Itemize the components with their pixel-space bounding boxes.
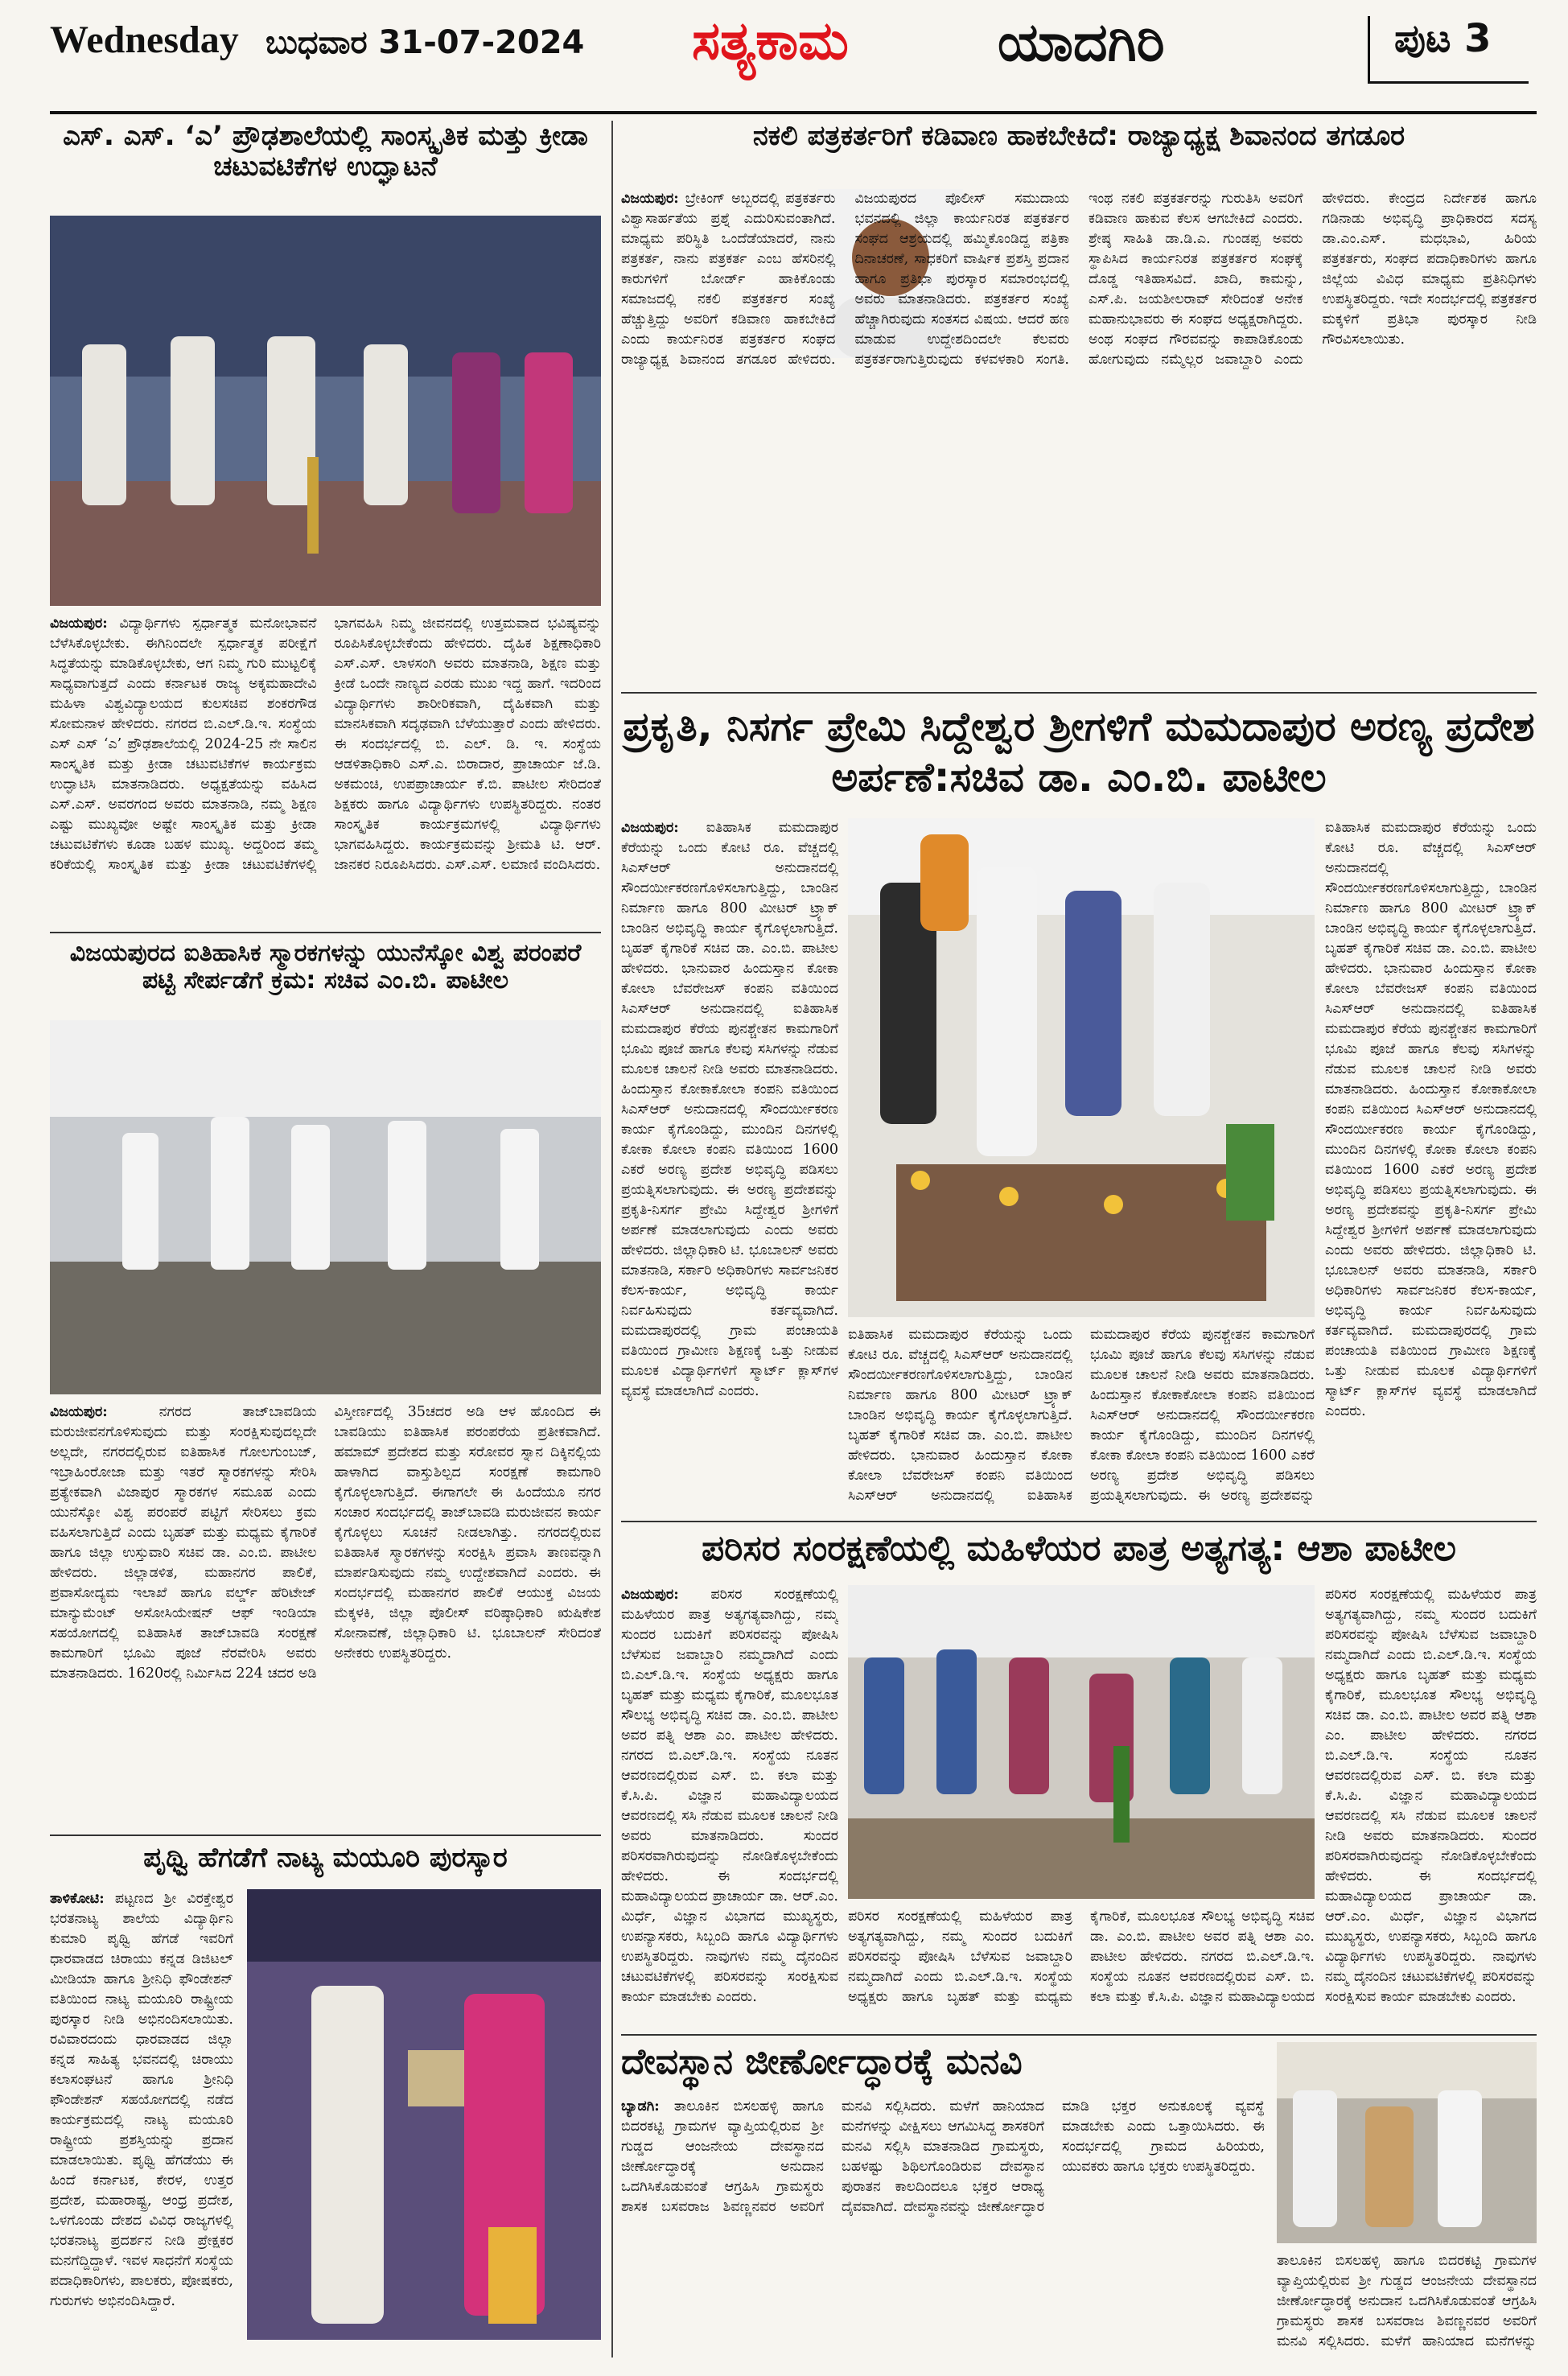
sapling-planting-photo: [848, 1585, 1315, 1899]
masthead-rule: [50, 111, 1537, 114]
headline: ನಕಲಿ ಪತ್ರಕರ್ತರಿಗೆ ಕಡಿವಾಣ ಹಾಕಬೇಕಿದೆ: ರಾಜ್ಯಾಧ್ಯಕ್ಷ ಶಿವಾನಂದ ತಗಡೂರ: [752, 120, 1405, 152]
article-body-left: [621, 818, 838, 1510]
column-separator: [611, 121, 613, 2357]
headline: ಪರಿಸರ ಸಂರಕ್ಷಣೆಯಲ್ಲಿ ಮಹಿಳೆಯರ ಪಾತ್ರ ಅತ್ಯಗತ್ಯ: ಆಶಾ ಪಾಟೀಲ: [701, 1528, 1457, 1569]
school-event-photo: [50, 216, 601, 606]
article-body-right: [1325, 818, 1537, 1510]
section-divider: [621, 692, 1537, 694]
article-body: [50, 1889, 233, 2356]
body-text: ತಾಲೂಕಿನ ಬಿಸಲಹಳ್ಳಿ ಹಾಗೂ ಬಿದರಕಟ್ಟಿ ಗ್ರಾಮಗಳ ವ್ಯಾಪ್ತಿಯಲ್ಲಿರುವ ಶ್ರೀ ಗುಡ್ಡದ ಆಂಜನೇಯ ದೇವಸ್ಥಾನದ ಜೀರ್ಣೋದ್ಧಾರಕ್ಕೆ ಅನುದಾನ ಒದಗಿಸಿಕೊಡುವಂತೆ ಆಗ್ರಹಿಸಿ ಗ್ರಾಮಸ್ಥರು ಶಾಸಕ ಬಸವರಾಜ ಶಿವಣ್ಣನವರ ಅವರಿಗೆ ಮನವಿ ಸಲ್ಲಿಸಿದರು. ಮಳೆಗೆ ಹಾನಿಯಾದ ಮನೆಗಳನ್ನು: [1277, 2253, 1537, 2349]
heritage-site-photo: [50, 1020, 601, 1394]
byline: ವಿಜಯಪುರ:: [50, 1404, 108, 1420]
masthead-page-number: ಪುಟ 3: [1368, 16, 1529, 84]
article-body: [621, 189, 1537, 676]
tree-planting-photo: [848, 818, 1315, 1317]
byline: ವಿಜಯಪುರ:: [621, 820, 679, 836]
article-forest: [621, 702, 1537, 1514]
article-journalist: [621, 121, 1537, 684]
byline: ವಿಜಯಪುರ:: [621, 1587, 679, 1603]
section-divider: [50, 1835, 601, 1836]
body-text: ಪರಿಸರ ಸಂರಕ್ಷಣೆಯಲ್ಲಿ ಮಹಿಳೆಯರ ಪಾತ್ರ ಅತ್ಯಗತ್ಯವಾಗಿದ್ದು, ನಮ್ಮ ಸುಂದರ ಬದುಕಿಗೆ ಪರಿಸರವನ್ನು ಪೋಷಿಸಿ ಬೆಳೆಸುವ ಜವಾಬ್ದಾರಿ ನಮ್ಮದಾಗಿದೆ ಎಂದು ಬಿ.ಎಲ್.ಡಿ.ಇ. ಸಂಸ್ಥೆಯ ಅಧ್ಯಕ್ಷರು ಹಾಗೂ ಬೃಹತ್ ಮತ್ತು ಮಧ್ಯಮ ಕೈಗಾರಿಕೆ, ಮೂಲಭೂತ ಸೌಲಭ್ಯ ಅಭಿವೃದ್ಧಿ ಸಚಿವ ಡಾ. ಎಂ.ಬಿ. ಪಾಟೀಲ ಅವರ ಪತ್ನಿ ಆಶಾ ಎಂ. ಪಾಟೀಲ ಹೇಳಿದರು. ನಗರದ ಬಿ.ಎಲ್.ಡಿ.ಇ. ಸಂಸ್ಥೆಯ ನೂತನ ಆವರಣದಲ್ಲಿರುವ ಎಸ್. ಬಿ. ಕಲಾ ಮತ್ತು ಕೆ.ಸಿ.ಪಿ. ವಿಜ್ಞಾನ ಮಹಾವಿದ್ಯಾಲಯದ ಆವರಣದಲ್ಲಿ ಸಸಿ ನೆಡುವ ಮೂಲಕ ಚಾಲನೆ ನೀಡಿ ಅವರು ಮಾತನಾಡಿದರು. ಸುಂದರ ಪರಿಸರವಾಗಿರುವುದನ್ನು ನೋಡಿಕೊಳ್ಳಬೇಕೆಂದು ಹೇಳಿದರು. ಈ ಸಂದರ್ಭದಲ್ಲಿ ಮಹಾವಿದ್ಯಾಲಯದ ಪ್ರಾಚಾರ್ಯ ಡಾ. ಆರ್.ಎಂ. ಮಿರ್ಧೆ, ವಿಜ್ಞಾನ ವಿಭಾಗದ ಮುಖ್ಯಸ್ಥರು, ಉಪನ್ಯಾಸಕರು, ಸಿಬ್ಬಂದಿ ಹಾಗೂ ವಿದ್ಯಾರ್ಥಿಗಳು ಉಪಸ್ಥಿತರಿದ್ದರು. ನಾವುಗಳು ನಮ್ಮ ದೈನಂದಿನ ಚಟುವಟಿಕೆಗಳಲ್ಲಿ ಪರಿಸರವನ್ನು ಸಂರಕ್ಷಿಸುವ ಕಾರ್ಯ ಮಾಡಬೇಕು ಎಂದರು.: [1325, 1587, 1537, 2005]
award-photo: [247, 1889, 601, 2340]
article-body-left: [621, 1585, 838, 2020]
body-text: ಪರಿಸರ ಸಂರಕ್ಷಣೆಯಲ್ಲಿ ಮಹಿಳೆಯರ ಪಾತ್ರ ಅತ್ಯಗತ್ಯವಾಗಿದ್ದು, ನಮ್ಮ ಸುಂದರ ಬದುಕಿಗೆ ಪರಿಸರವನ್ನು ಪೋಷಿಸಿ ಬೆಳೆಸುವ ಜವಾಬ್ದಾರಿ ನಮ್ಮದಾಗಿದೆ ಎಂದು ಬಿ.ಎಲ್.ಡಿ.ಇ. ಸಂಸ್ಥೆಯ ಅಧ್ಯಕ್ಷರು ಹಾಗೂ ಬೃಹತ್ ಮತ್ತು ಮಧ್ಯಮ ಕೈಗಾರಿಕೆ, ಮೂಲಭೂತ ಸೌಲಭ್ಯ ಅಭಿವೃದ್ಧಿ ಸಚಿವ ಡಾ. ಎಂ.ಬಿ. ಪಾಟೀಲ ಅವರ ಪತ್ನಿ ಆಶಾ ಎಂ. ಪಾಟೀಲ ಹೇಳಿದರು. ನಗರದ ಬಿ.ಎಲ್.ಡಿ.ಇ. ಸಂಸ್ಥೆಯ ನೂತನ ಆವರಣದಲ್ಲಿರುವ ಎಸ್. ಬಿ. ಕಲಾ ಮತ್ತು ಕೆ.ಸಿ.ಪಿ. ವಿಜ್ಞಾನ ಮಹಾವಿದ್ಯಾಲಯದ ಆವರಣದಲ್ಲಿ ಸಸಿ ನೆಡುವ ಮೂಲಕ ಚಾಲನೆ ನೀಡಿ ಅವರು ಮಾತನಾಡಿದರು. ಸುಂದರ ಪರಿಸರವಾಗಿರುವುದನ್ನು ನೋಡಿಕೊಳ್ಳಬೇಕೆಂದು ಹೇಳಿದರು. ಈ ಸಂದರ್ಭದಲ್ಲಿ ಮಹಾವಿದ್ಯಾಲಯದ ಪ್ರಾಚಾರ್ಯ ಡಾ. ಆರ್.ಎಂ. ಮಿರ್ಧೆ, ವಿಜ್ಞಾನ ವಿಭಾಗದ ಮುಖ್ಯಸ್ಥರು, ಉಪನ್ಯಾಸಕರು, ಸಿಬ್ಬಂದಿ ಹಾಗೂ ವಿದ್ಯಾರ್ಥಿಗಳು ಉಪಸ್ಥಿತರಿದ್ದರು. ನಾವುಗಳು ನಮ್ಮ ದೈನಂದಿನ ಚಟುವಟಿಕೆಗಳಲ್ಲಿ ಪರಿಸರವನ್ನು ಸಂರಕ್ಷಿಸುವ ಕಾರ್ಯ ಮಾಡಬೇಕು ಎಂದರು.: [621, 1587, 838, 2005]
article-body-bottom: [848, 1907, 1315, 2020]
headline: ದೇವಸ್ಥಾನ ಜೀರ್ಣೋದ್ಧಾರಕ್ಕೆ ಮನವಿ: [621, 2041, 1023, 2082]
headline: ವಿಜಯಪುರದ ಐತಿಹಾಸಿಕ ಸ್ಮಾರಕಗಳನ್ನು ಯುನೆಸ್ಕೋ ವಿಶ್ವ ಪರಂಪರೆ ಪಟ್ಟಿ ಸೇರ್ಪಡೆಗೆ ಕ್ರಮ: ಸಚಿವ ಎಂ.ಬಿ. ಪಾಟೀಲ: [69, 939, 582, 994]
byline: ವಿಜಯಪುರ:: [621, 191, 679, 207]
body-text: ಬ್ರೇಕಿಂಗ್ ಅಬ್ಬರದಲ್ಲಿ ಪತ್ರಕರ್ತರು ವಿಶ್ವಾಸಾರ್ಹತೆಯ ಪ್ರಶ್ನೆ ಎದುರಿಸುವಂತಾಗಿದೆ. ಮಾಧ್ಯಮ ಪರಿಸ್ಥಿತಿ ಒಂದೆಡೆಯಾದರೆ, ನಾನು ಪತ್ರಕರ್ತ, ನಾನು ಪತ್ರಕರ್ತ ಎಂಬ ಹೆಸರಿನಲ್ಲಿ ಕಾರುಗಳಿಗೆ ಬೋರ್ಡ್ ಹಾಕಿಕೊಂಡು ಸಮಾಜದಲ್ಲಿ ನಕಲಿ ಪತ್ರಕರ್ತರ ಸಂಖ್ಯೆ ಹೆಚ್ಚುತ್ತಿದ್ದು ಅವರಿಗೆ ಕಡಿವಾಣ ಹಾಕಬೇಕಿದೆ ಎಂದು ಕಾರ್ಯನಿರತ ಪತ್ರಕರ್ತರ ಸಂಘದ ರಾಜ್ಯಾಧ್ಯಕ್ಷ ಶಿವಾನಂದ ತಗಡೂರ ಹೇಳಿದರು. ವಿಜಯಪುರದ ಪೊಲೀಸ್ ಸಮುದಾಯ ಭವನದಲ್ಲಿ ಜಿಲ್ಲಾ ಕಾರ್ಯನಿರತ ಪತ್ರಕರ್ತರ ಸಂಘದ ಆಶ್ರಯದಲ್ಲಿ ಹಮ್ಮಿಕೊಂಡಿದ್ದ ಪತ್ರಿಕಾ ದಿನಾಚರಣೆ, ಸಾಧಕರಿಗೆ ವಾರ್ಷಿಕ ಪ್ರಶಸ್ತಿ ಪ್ರದಾನ ಹಾಗೂ ಪ್ರತಿಭಾ ಪುರಸ್ಕಾರ ಸಮಾರಂಭದಲ್ಲಿ ಅವರು ಮಾತನಾಡಿದರು. ಪತ್ರಕರ್ತರ ಸಂಖ್ಯೆ ಹೆಚ್ಚಾಗಿರುವುದು ಸಂತಸದ ವಿಷಯ. ಆದರೆ ಹಣ ಮಾಡುವ ಉದ್ದೇಶದಿಂದಲೇ ಕೆಲವರು ಪತ್ರಕರ್ತರಾಗುತ್ತಿರುವುದು ಕಳವಳಕಾರಿ ಸಂಗತಿ. ಇಂಥ ನಕಲಿ ಪತ್ರಕರ್ತರನ್ನು ಗುರುತಿಸಿ ಅವರಿಗೆ ಕಡಿವಾಣ ಹಾಕುವ ಕೆಲಸ ಆಗಬೇಕಿದೆ ಎಂದರು. ಶ್ರೇಷ್ಠ ಸಾಹಿತಿ ಡಾ.ಡಿ.ಎ. ಗುಂಡಪ್ಪ ಅವರು ಸ್ಥಾಪಿಸಿದ ಕಾರ್ಯನಿರತ ಪತ್ರಕರ್ತರ ಸಂಘಕ್ಕೆ ದೊಡ್ಡ ಇತಿಹಾಸವಿದೆ. ಖಾದಿ, ಕಾಮನ್ನು, ಎಸ್.ಪಿ. ಜಯಶೀಲರಾವ್ ಸೇರಿದಂತೆ ಅನೇಕ ಮಹಾನುಭಾವರು ಈ ಸಂಘದ ಅಧ್ಯಕ್ಷರಾಗಿದ್ದರು. ಅಂಥ ಸಂಘದ ಗೌರವವನ್ನು ಕಾಪಾಡಿಕೊಂಡು ಹೋಗುವುದು ನಮ್ಮೆಲ್ಲರ ಜವಾಬ್ದಾರಿ ಎಂದು ಹೇಳಿದರು. ಕೇಂದ್ರದ ನಿರ್ದೇಶಕ ಹಾಗೂ ಗಡಿನಾಡು ಅಭಿವೃದ್ಧಿ ಪ್ರಾಧಿಕಾರದ ಸದಸ್ಯ ಡಾ.ಎಂ.ಎಸ್. ಮಧಭಾವಿ, ಹಿರಿಯ ಪತ್ರಕರ್ತರು, ಸಂಘದ ಪದಾಧಿಕಾರಿಗಳು ಹಾಗೂ ಜಿಲ್ಲೆಯ ವಿವಿಧ ಮಾಧ್ಯಮ ಪ್ರತಿನಿಧಿಗಳು ಉಪಸ್ಥಿತರಿದ್ದರು. ಇದೇ ಸಂದರ್ಭದಲ್ಲಿ ಪತ್ರಕರ್ತರ ಮಕ್ಕಳಿಗೆ ಪ್ರತಿಭಾ ಪುರಸ್ಕಾರ ನೀಡಿ ಗೌರವಿಸಲಾಯಿತು.: [621, 191, 1537, 368]
masthead-day: Wednesday: [50, 19, 239, 61]
article-body: [50, 614, 601, 918]
article-dance: [50, 1843, 601, 2357]
body-text: ವಿದ್ಯಾರ್ಥಿಗಳು ಸ್ಪರ್ಧಾತ್ಮಕ ಮನೋಭಾವನೆ ಬೆಳೆಸಿಕೊಳ್ಳಬೇಕು. ಈಗಿನಿಂದಲೇ ಸ್ಪರ್ಧಾತ್ಮಕ ಪರೀಕ್ಷೆಗೆ ಸಿದ್ಧತೆಯನ್ನು ಮಾಡಿಕೊಳ್ಳಬೇಕು, ಆಗ ನಿಮ್ಮ ಗುರಿ ಮುಟ್ಟಲಿಕ್ಕೆ ಸಾಧ್ಯವಾಗುತ್ತದೆ ಎಂದು ಕರ್ನಾಟಕ ರಾಜ್ಯ ಅಕ್ಕಮಹಾದೇವಿ ಮಹಿಳಾ ವಿಶ್ವವಿದ್ಯಾಲಯದ ಕುಲಸಚಿವ ಶಂಕರಗೌಡ ಸೋಮನಾಳ ಹೇಳಿದರು. ನಗರದ ಬಿ.ಎಲ್.ಡಿ.ಇ. ಸಂಸ್ಥೆಯ ಎಸ್ ಎಸ್ ‘ಎ’ ಪ್ರೌಢಶಾಲೆಯಲ್ಲಿ 2024-25 ನೇ ಸಾಲಿನ ಸಾಂಸ್ಕೃತಿಕ ಮತ್ತು ಕ್ರೀಡಾ ಚಟುವಟಿಕೆಗಳ ಕಾರ್ಯಕ್ರಮ ಉದ್ಘಾಟಿಸಿ ಮಾತನಾಡಿದರು. ಅಧ್ಯಕ್ಷತೆಯನ್ನು ವಹಿಸಿದ ಎಸ್.ಎಸ್. ಅವರಗಂದ ಅವರು ಮಾತನಾಡಿ, ನಮ್ಮ ಶಿಕ್ಷಣ ಎಷ್ಟು ಮುಖ್ಯವೋ ಅಷ್ಟೇ ಸಾಂಸ್ಕೃತಿಕ ಮತ್ತು ಕ್ರೀಡಾ ಚಟುವಟಿಕೆಗಳು ಕೂಡಾ ಬಹಳ ಮುಖ್ಯ. ಅದ್ದರಿಂದ ತಮ್ಮ ಕರಿಕೆಯಲ್ಲಿ ಸಾಂಸ್ಕೃತಿಕ ಮತ್ತು ಕ್ರೀಡಾ ಚಟುವಟಿಕೆಗಳಲ್ಲಿ ಭಾಗವಹಿಸಿ ನಿಮ್ಮ ಜೀವನದಲ್ಲಿ ಉತ್ತಮವಾದ ಭವಿಷ್ಯವನ್ನು ರೂಪಿಸಿಕೊಳ್ಳಬೇಕೆಂದು ಹೇಳಿದರು. ದೈಹಿಕ ಶಿಕ್ಷಣಾಧಿಕಾರಿ ಎಸ್.ಎಸ್. ಲಾಳಸಂಗಿ ಅವರು ಮಾತನಾಡಿ, ಶಿಕ್ಷಣ ಮತ್ತು ಕ್ರೀಡೆ ಒಂದೇ ನಾಣ್ಯದ ಎರಡು ಮುಖ ಇದ್ದ ಹಾಗೆ. ಇದರಿಂದ ವಿದ್ಯಾರ್ಥಿಗಳು ಶಾರೀರಿಕವಾಗಿ, ದೈಹಿಕವಾಗಿ ಮತ್ತು ಮಾನಸಿಕವಾಗಿ ಸದೃಢವಾಗಿ ಬೆಳೆಯುತ್ತಾರೆ ಎಂದು ಹೇಳಿದರು. ಈ ಸಂದರ್ಭದಲ್ಲಿ ಬಿ. ಎಲ್. ಡಿ. ಇ. ಸಂಸ್ಥೆಯ ಆಡಳಿತಾಧಿಕಾರಿ ಎಸ್.ಎ. ಬಿರಾದಾರ, ಪ್ರಾಚಾರ್ಯ ಜೆ.ಡಿ. ಅಕಮಂಚಿ, ಉಪಪ್ರಾಚಾರ್ಯ ಕೆ.ಬಿ. ಪಾಟೀಲ ಸೇರಿದಂತೆ ಶಿಕ್ಷಕರು ಹಾಗೂ ವಿದ್ಯಾರ್ಥಿಗಳು ಉಪಸ್ಥಿತರಿದ್ದರು. ನಂತರ ಸಾಂಸ್ಕೃತಿಕ ಕಾರ್ಯಕ್ರಮಗಳಲ್ಲಿ ವಿದ್ಯಾರ್ಥಿಗಳು ಭಾಗವಹಿಸಿದ್ದರು. ಕಾರ್ಯಕ್ರಮವನ್ನು ಶ್ರೀಮತಿ ಟಿ. ಆರ್. ಜಾನಕರ ನಿರೂಪಿಸಿದರು. ಎಸ್.ಎಸ್. ಲಮಾಣಿ ವಂದಿಸಿದರು.: [50, 616, 601, 873]
article-body: [621, 2097, 1265, 2354]
body-text: ಐತಿಹಾಸಿಕ ಮಮದಾಪುರ ಕೆರೆಯನ್ನು ಒಂದು ಕೋಟಿ ರೂ. ವೆಚ್ಚದಲ್ಲಿ ಸಿಎಸ್‌ಆರ್ ಅನುದಾನದಲ್ಲಿ ಸೌಂದರ್ಯೀಕರಣಗೊಳಿಸಲಾಗುತ್ತಿದ್ದು, ಬಾಂಡಿನ ನಿರ್ಮಾಣ ಹಾಗೂ 800 ಮೀಟರ್ ಟ್ರ್ಯಾಕ್ ಬಾಂಡಿನ ಅಭಿವೃದ್ಧಿ ಕಾರ್ಯ ಕೈಗೊಳ್ಳಲಾಗುತ್ತಿದೆ. ಬೃಹತ್ ಕೈಗಾರಿಕೆ ಸಚಿವ ಡಾ. ಎಂ.ಬಿ. ಪಾಟೀಲ ಹೇಳಿದರು. ಭಾನುವಾರ ಹಿಂದುಸ್ತಾನ ಕೋಕಾ ಕೋಲಾ ಬೆವರೇಜಸ್ ಕಂಪನಿ ವತಿಯಿಂದ ಸಿಎಸ್‌ಆರ್ ಅನುದಾನದಲ್ಲಿ ಐತಿಹಾಸಿಕ ಮಮದಾಪುರ ಕೆರೆಯ ಪುನಶ್ಚೇತನ ಕಾಮಗಾರಿಗೆ ಭೂಮಿ ಪೂಜೆ ಹಾಗೂ ಕೆಲವು ಸಸಿಗಳನ್ನು ನೆಡುವ ಮೂಲಕ ಚಾಲನೆ ನೀಡಿ ಅವರು ಮಾತನಾಡಿದರು. ಹಿಂದುಸ್ತಾನ ಕೋಕಾಕೋಲಾ ಕಂಪನಿ ವತಿಯಿಂದ ಸಿಎಸ್‌ಆರ್ ಅನುದಾನದಲ್ಲಿ ಸೌಂದರ್ಯೀಕರಣ ಕಾರ್ಯ ಕೈಗೊಂಡಿದ್ದು, ಮುಂದಿನ ದಿನಗಳಲ್ಲಿ ಕೋಕಾ ಕೋಲಾ ಕಂಪನಿ ವತಿಯಿಂದ 1600 ಎಕರೆ ಅರಣ್ಯ ಪ್ರದೇಶ ಅಭಿವೃದ್ಧಿ ಪಡಿಸಲು ಪ್ರಯತ್ನಿಸಲಾಗುವುದು. ಈ ಅರಣ್ಯ ಪ್ರದೇಶವನ್ನು ಪ್ರಕೃತಿ-ನಿಸರ್ಗ ಪ್ರೇಮಿ ಸಿದ್ದೇಶ್ವರ ಶ್ರೀಗಳಿಗೆ ಅರ್ಪಣೆ ಮಾಡಲಾಗುವುದು ಎಂದು ಅವರು ಹೇಳಿದರು. ಜಿಲ್ಲಾಧಿಕಾರಿ ಟಿ. ಭೂಬಾಲನ್ ಅವರು ಮಾತನಾಡಿ, ಸರ್ಕಾರಿ ಅಧಿಕಾರಿಗಳು ಸಾರ್ವಜನಿಕರ ಕೆಲಸ-ಕಾರ್ಯ, ಅಭಿವೃದ್ಧಿ ಕಾರ್ಯ ನಿರ್ವಹಿಸುವುದು ಕರ್ತವ್ಯವಾಗಿದೆ. ಮಮದಾಪುರದಲ್ಲಿ ಗ್ರಾಮ ಪಂಚಾಯತಿ ವತಿಯಿಂದ ಗ್ರಾಮೀಣ ಶಿಕ್ಷಣಕ್ಕೆ ಒತ್ತು ನೀಡುವ ಮೂಲಕ ವಿದ್ಯಾರ್ಥಿಗಳಿಗೆ ಸ್ಮಾರ್ಟ್ ಕ್ಲಾಸ್‌ಗಳ ವ್ಯವಸ್ಥೆ ಮಾಡಲಾಗಿದೆ ಎಂದರು.: [1325, 820, 1537, 1419]
section-divider: [621, 2034, 1537, 2036]
body-text: ಪರಿಸರ ಸಂರಕ್ಷಣೆಯಲ್ಲಿ ಮಹಿಳೆಯರ ಪಾತ್ರ ಅತ್ಯಗತ್ಯವಾಗಿದ್ದು, ನಮ್ಮ ಸುಂದರ ಬದುಕಿಗೆ ಪರಿಸರವನ್ನು ಪೋಷಿಸಿ ಬೆಳೆಸುವ ಜವಾಬ್ದಾರಿ ನಮ್ಮದಾಗಿದೆ ಎಂದು ಬಿ.ಎಲ್.ಡಿ.ಇ. ಸಂಸ್ಥೆಯ ಅಧ್ಯಕ್ಷರು ಹಾಗೂ ಬೃಹತ್ ಮತ್ತು ಮಧ್ಯಮ ಕೈಗಾರಿಕೆ, ಮೂಲಭೂತ ಸೌಲಭ್ಯ ಅಭಿವೃದ್ಧಿ ಸಚಿವ ಡಾ. ಎಂ.ಬಿ. ಪಾಟೀಲ ಅವರ ಪತ್ನಿ ಆಶಾ ಎಂ. ಪಾಟೀಲ ಹೇಳಿದರು. ನಗರದ ಬಿ.ಎಲ್.ಡಿ.ಇ. ಸಂಸ್ಥೆಯ ನೂತನ ಆವರಣದಲ್ಲಿರುವ ಎಸ್. ಬಿ. ಕಲಾ ಮತ್ತು ಕೆ.ಸಿ.ಪಿ. ವಿಜ್ಞಾನ ಮಹಾವಿದ್ಯಾಲಯದ: [848, 1909, 1315, 2005]
masthead-date: ಬುಧವಾರ 31-07-2024: [265, 24, 585, 61]
body-text: ಪಟ್ಟಣದ ಶ್ರೀ ವಿರಕ್ತೇಶ್ವರ ಭರತನಾಟ್ಯ ಶಾಲೆಯ ವಿದ್ಯಾರ್ಥಿನಿ ಕುಮಾರಿ ಪೃಥ್ವಿ ಹೆಗಡೆ ಇವರಿಗೆ ಧಾರವಾಡದ ಚಿರಾಯು ಕನ್ನಡ ಡಿಜಿಟಲ್ ಮೀಡಿಯಾ ಹಾಗೂ ಶ್ರೀನಿಧಿ ಫೌಂಡೇಶನ್ ವತಿಯಿಂದ ನಾಟ್ಯ ಮಯೂರಿ ರಾಷ್ಟ್ರೀಯ ಪುರಸ್ಕಾರ ನೀಡಿ ಅಭಿನಂದಿಸಲಾಯಿತು. ರವಿವಾರದಂದು ಧಾರವಾಡದ ಜಿಲ್ಲಾ ಕನ್ನಡ ಸಾಹಿತ್ಯ ಭವನದಲ್ಲಿ ಚಿರಾಯು ಕಲಾಸಂಘಟನೆ ಹಾಗೂ ಶ್ರೀನಿಧಿ ಫೌಂಡೇಶನ್ ಸಹಯೋಗದಲ್ಲಿ ನಡೆದ ಕಾರ್ಯಕ್ರಮದಲ್ಲಿ ನಾಟ್ಯ ಮಯೂರಿ ರಾಷ್ಟ್ರೀಯ ಪ್ರಶಸ್ತಿಯನ್ನು ಪ್ರದಾನ ಮಾಡಲಾಯಿತು. ಪೃಥ್ವಿ ಹೆಗಡೆಯು ಈ ಹಿಂದೆ ಕರ್ನಾಟಕ, ಕೇರಳ, ಉತ್ತರ ಪ್ರದೇಶ, ಮಹಾರಾಷ್ಟ್ರ, ಆಂಧ್ರ ಪ್ರದೇಶ, ಒಳಗೊಂಡು ದೇಶದ ವಿವಿಧ ರಾಜ್ಯಗಳಲ್ಲಿ ಭರತನಾಟ್ಯ ಪ್ರದರ್ಶನ ನೀಡಿ ಪ್ರೇಕ್ಷಕರ ಮನಗೆದ್ದಿದ್ದಾಳೆ. ಇವಳ ಸಾಧನೆಗೆ ಸಂಸ್ಥೆಯ ಪದಾಧಿಕಾರಿಗಳು, ಪಾಲಕರು, ಪೋಷಕರು, ಗುರುಗಳು ಅಭಿನಂದಿಸಿದ್ದಾರೆ.: [50, 1891, 233, 2309]
article-unesco: [50, 940, 601, 1829]
article-body-right: [1277, 2251, 1537, 2354]
byline: ವಿಜಯಪುರ:: [50, 616, 108, 632]
article-temple: [621, 2042, 1537, 2360]
byline: ತಾಳಿಕೋಟಿ:: [50, 1891, 105, 1907]
headline: ಎಸ್. ಎಸ್. ‘ಎ’ ಪ್ರೌಢಶಾಲೆಯಲ್ಲಿ ಸಾಂಸ್ಕೃತಿಕ ಮತ್ತು ಕ್ರೀಡಾ ಚಟುವಟಿಕೆಗಳ ಉದ್ಘಾಟನೆ: [63, 120, 588, 183]
masthead-city: ಯಾದಗಿರಿ: [998, 11, 1165, 73]
byline: ಬ್ಯಾಡಗಿ:: [621, 2098, 660, 2115]
headline: ಪೃಥ್ವಿ ಹೆಗಡೆಗೆ ನಾಟ್ಯ ಮಯೂರಿ ಪುರಸ್ಕಾರ: [143, 1842, 508, 1874]
section-divider: [50, 932, 601, 933]
article-body-bottom: [848, 1325, 1315, 1510]
article-body: [50, 1402, 601, 1821]
article-school: [50, 121, 601, 925]
temple-delegation-photo: [1277, 2042, 1537, 2243]
article-body-right: [1325, 1585, 1537, 2020]
masthead-brand-logo: ಸತ್ಯಕಾಮ: [692, 10, 849, 72]
body-text: ಐತಿಹಾಸಿಕ ಮಮದಾಪುರ ಕೆರೆಯನ್ನು ಒಂದು ಕೋಟಿ ರೂ. ವೆಚ್ಚದಲ್ಲಿ ಸಿಎಸ್‌ಆರ್ ಅನುದಾನದಲ್ಲಿ ಸೌಂದರ್ಯೀಕರಣಗೊಳಿಸಲಾಗುತ್ತಿದ್ದು, ಬಾಂಡಿನ ನಿರ್ಮಾಣ ಹಾಗೂ 800 ಮೀಟರ್ ಟ್ರ್ಯಾಕ್ ಬಾಂಡಿನ ಅಭಿವೃದ್ಧಿ ಕಾರ್ಯ ಕೈಗೊಳ್ಳಲಾಗುತ್ತಿದೆ. ಬೃಹತ್ ಕೈಗಾರಿಕೆ ಸಚಿವ ಡಾ. ಎಂ.ಬಿ. ಪಾಟೀಲ ಹೇಳಿದರು. ಭಾನುವಾರ ಹಿಂದುಸ್ತಾನ ಕೋಕಾ ಕೋಲಾ ಬೆವರೇಜಸ್ ಕಂಪನಿ ವತಿಯಿಂದ ಸಿಎಸ್‌ಆರ್ ಅನುದಾನದಲ್ಲಿ ಐತಿಹಾಸಿಕ ಮಮದಾಪುರ ಕೆರೆಯ ಪುನಶ್ಚೇತನ ಕಾಮಗಾರಿಗೆ ಭೂಮಿ ಪೂಜೆ ಹಾಗೂ ಕೆಲವು ಸಸಿಗಳನ್ನು ನೆಡುವ ಮೂಲಕ ಚಾಲನೆ ನೀಡಿ ಅವರು ಮಾತನಾಡಿದರು. ಹಿಂದುಸ್ತಾನ ಕೋಕಾಕೋಲಾ ಕಂಪನಿ ವತಿಯಿಂದ ಸಿಎಸ್‌ಆರ್ ಅನುದಾನದಲ್ಲಿ ಸೌಂದರ್ಯೀಕರಣ ಕಾರ್ಯ ಕೈಗೊಂಡಿದ್ದು, ಮುಂದಿನ ದಿನಗಳಲ್ಲಿ ಕೋಕಾ ಕೋಲಾ ಕಂಪನಿ ವತಿಯಿಂದ 1600 ಎಕರೆ ಅರಣ್ಯ ಪ್ರದೇಶ ಅಭಿವೃದ್ಧಿ ಪಡಿಸಲು ಪ್ರಯತ್ನಿಸಲಾಗುವುದು. ಈ ಅರಣ್ಯ ಪ್ರದೇಶವನ್ನು: [848, 1327, 1315, 1504]
body-text: ಐತಿಹಾಸಿಕ ಮಮದಾಪುರ ಕೆರೆಯನ್ನು ಒಂದು ಕೋಟಿ ರೂ. ವೆಚ್ಚದಲ್ಲಿ ಸಿಎಸ್‌ಆರ್ ಅನುದಾನದಲ್ಲಿ ಸೌಂದರ್ಯೀಕರಣಗೊಳಿಸಲಾಗುತ್ತಿದ್ದು, ಬಾಂಡಿನ ನಿರ್ಮಾಣ ಹಾಗೂ 800 ಮೀಟರ್ ಟ್ರ್ಯಾಕ್ ಬಾಂಡಿನ ಅಭಿವೃದ್ಧಿ ಕಾರ್ಯ ಕೈಗೊಳ್ಳಲಾಗುತ್ತಿದೆ. ಬೃಹತ್ ಕೈಗಾರಿಕೆ ಸಚಿವ ಡಾ. ಎಂ.ಬಿ. ಪಾಟೀಲ ಹೇಳಿದರು. ಭಾನುವಾರ ಹಿಂದುಸ್ತಾನ ಕೋಕಾ ಕೋಲಾ ಬೆವರೇಜಸ್ ಕಂಪನಿ ವತಿಯಿಂದ ಸಿಎಸ್‌ಆರ್ ಅನುದಾನದಲ್ಲಿ ಐತಿಹಾಸಿಕ ಮಮದಾಪುರ ಕೆರೆಯ ಪುನಶ್ಚೇತನ ಕಾಮಗಾರಿಗೆ ಭೂಮಿ ಪೂಜೆ ಹಾಗೂ ಕೆಲವು ಸಸಿಗಳನ್ನು ನೆಡುವ ಮೂಲಕ ಚಾಲನೆ ನೀಡಿ ಅವರು ಮಾತನಾಡಿದರು. ಹಿಂದುಸ್ತಾನ ಕೋಕಾಕೋಲಾ ಕಂಪನಿ ವತಿಯಿಂದ ಸಿಎಸ್‌ಆರ್ ಅನುದಾನದಲ್ಲಿ ಸೌಂದರ್ಯೀಕರಣ ಕಾರ್ಯ ಕೈಗೊಂಡಿದ್ದು, ಮುಂದಿನ ದಿನಗಳಲ್ಲಿ ಕೋಕಾ ಕೋಲಾ ಕಂಪನಿ ವತಿಯಿಂದ 1600 ಎಕರೆ ಅರಣ್ಯ ಪ್ರದೇಶ ಅಭಿವೃದ್ಧಿ ಪಡಿಸಲು ಪ್ರಯತ್ನಿಸಲಾಗುವುದು. ಈ ಅರಣ್ಯ ಪ್ರದೇಶವನ್ನು ಪ್ರಕೃತಿ-ನಿಸರ್ಗ ಪ್ರೇಮಿ ಸಿದ್ದೇಶ್ವರ ಶ್ರೀಗಳಿಗೆ ಅರ್ಪಣೆ ಮಾಡಲಾಗುವುದು ಎಂದು ಅವರು ಹೇಳಿದರು. ಜಿಲ್ಲಾಧಿಕಾರಿ ಟಿ. ಭೂಬಾಲನ್ ಅವರು ಮಾತನಾಡಿ, ಸರ್ಕಾರಿ ಅಧಿಕಾರಿಗಳು ಸಾರ್ವಜನಿಕರ ಕೆಲಸ-ಕಾರ್ಯ, ಅಭಿವೃದ್ಧಿ ಕಾರ್ಯ ನಿರ್ವಹಿಸುವುದು ಕರ್ತವ್ಯವಾಗಿದೆ. ಮಮದಾಪುರದಲ್ಲಿ ಗ್ರಾಮ ಪಂಚಾಯತಿ ವತಿಯಿಂದ ಗ್ರಾಮೀಣ ಶಿಕ್ಷಣಕ್ಕೆ ಒತ್ತು ನೀಡುವ ಮೂಲಕ ವಿದ್ಯಾರ್ಥಿಗಳಿಗೆ ಸ್ಮಾರ್ಟ್ ಕ್ಲಾಸ್‌ಗಳ ವ್ಯವಸ್ಥೆ ಮಾಡಲಾಗಿದೆ ಎಂದರು.: [621, 820, 838, 1399]
body-text: ನಗರದ ತಾಜ್‌ಬಾವಡಿಯ ಮರುಜೀವನಗೊಳಿಸುವುದು ಮತ್ತು ಸಂರಕ್ಷಿಸುವುದಲ್ಲದೇ ಅಲ್ಲದೇ, ನಗರದಲ್ಲಿರುವ ಐತಿಹಾಸಿಕ ಗೋಲಗುಂಬಜ್, ಇಬ್ರಾಹಿಂರೋಜಾ ಮತ್ತು ಇತರೆ ಸ್ಮಾರಕಗಳನ್ನು ಸೇರಿಸಿ ಪ್ರತ್ಯೇಕವಾಗಿ ವಿಜಾಪುರ ಸ್ಮಾರಕಗಳ ಸಮೂಹ ಎಂದು ಯುನೆಸ್ಕೋ ವಿಶ್ವ ಪರಂಪರೆ ಪಟ್ಟಿಗೆ ಸೇರಿಸಲು ಕ್ರಮ ವಹಿಸಲಾಗುತ್ತಿದೆ ಎಂದು ಬೃಹತ್ ಮತ್ತು ಮಧ್ಯಮ ಕೈಗಾರಿಕೆ ಹಾಗೂ ಜಿಲ್ಲಾ ಉಸ್ತುವಾರಿ ಸಚಿವ ಡಾ. ಎಂ.ಬಿ. ಪಾಟೀಲ ಹೇಳಿದರು. ಜಿಲ್ಲಾಡಳಿತ, ಮಹಾನಗರ ಪಾಲಿಕೆ, ಪ್ರವಾಸೋದ್ಯಮ ಇಲಾಖೆ ಹಾಗೂ ವರ್ಲ್ಡ್ ಹೆರಿಟೇಜ್ ಮಾನ್ಯುಮೆಂಟ್ ಅಸೋಸಿಯೇಷನ್ ಆಫ್ ಇಂಡಿಯಾ ಸಹಯೋಗದಲ್ಲಿ ಐತಿಹಾಸಿಕ ತಾಜ್‌ಬಾವಡಿ ಸಂರಕ್ಷಣೆ ಕಾಮಗಾರಿಗೆ ಭೂಮಿ ಪೂಜೆ ನೆರವೇರಿಸಿ ಅವರು ಮಾತನಾಡಿದರು. 1620ರಲ್ಲಿ ನಿರ್ಮಿಸಿದ 224 ಚದರ ಅಡಿ ವಿಸ್ತೀರ್ಣದಲ್ಲಿ 35ಚದರ ಅಡಿ ಆಳ ಹೊಂದಿದ ಈ ಬಾವಡಿಯು ಐತಿಹಾಸಿಕ ಪರಂಪರೆಯ ಪ್ರತೀಕವಾಗಿದೆ. ಹಮಾಮ್ ಪ್ರದೇಶದ ಮತ್ತು ಸರೋವರ ಸ್ನಾನ ದಿಕ್ಕಿನಲ್ಲಿಯ ಹಾಳಾಗಿದ ವಾಸ್ತುಶಿಲ್ಪದ ಸಂರಕ್ಷಣೆ ಕಾಮಗಾರಿ ಕೈಗೊಳ್ಳಲಾಗುತ್ತಿದೆ. ಈಗಾಗಲೇ ಈ ಹಿಂದೆಯೂ ನಗರ ಸಂಚಾರ ಸಂದರ್ಭದಲ್ಲಿ ತಾಜ್‌ಬಾವಡಿ ಮರುಜೀವನ ಕಾರ್ಯ ಕೈಗೊಳ್ಳಲು ಸೂಚನೆ ನೀಡಲಾಗಿತ್ತು. ನಗರದಲ್ಲಿರುವ ಐತಿಹಾಸಿಕ ಸ್ಮಾರಕಗಳನ್ನು ಸಂರಕ್ಷಿಸಿ ಪ್ರವಾಸಿ ತಾಣವನ್ನಾಗಿ ಮಾರ್ಪಡಿಸುವುದು ನಮ್ಮ ಉದ್ದೇಶವಾಗಿದೆ ಎಂದರು. ಈ ಸಂದರ್ಭದಲ್ಲಿ ಮಹಾನಗರ ಪಾಲಿಕೆ ಆಯುಕ್ತ ವಿಜಯ ಮೆಕ್ಕಳಕಿ, ಜಿಲ್ಲಾ ಪೊಲೀಸ್ ವರಿಷ್ಠಾಧಿಕಾರಿ ಋಷಿಕೇಶ ಸೋನಾವಣೆ, ಜಿಲ್ಲಾಧಿಕಾರಿ ಟಿ. ಭೂಬಾಲನ್ ಸೇರಿದಂತೆ ಅನೇಕರು ಉಪಸ್ಥಿತರಿದ್ದರು.: [50, 1404, 601, 1682]
body-text: ತಾಲೂಕಿನ ಬಿಸಲಹಳ್ಳಿ ಹಾಗೂ ಬಿದರಕಟ್ಟಿ ಗ್ರಾಮಗಳ ವ್ಯಾಪ್ತಿಯಲ್ಲಿರುವ ಶ್ರೀ ಗುಡ್ಡದ ಆಂಜನೇಯ ದೇವಸ್ಥಾನದ ಜೀರ್ಣೋದ್ಧಾರಕ್ಕೆ ಅನುದಾನ ಒದಗಿಸಿಕೊಡುವಂತೆ ಆಗ್ರಹಿಸಿ ಗ್ರಾಮಸ್ಥರು ಶಾಸಕ ಬಸವರಾಜ ಶಿವಣ್ಣನವರ ಅವರಿಗೆ ಮನವಿ ಸಲ್ಲಿಸಿದರು. ಮಳೆಗೆ ಹಾನಿಯಾದ ಮನೆಗಳನ್ನು ವೀಕ್ಷಿಸಲು ಆಗಮಿಸಿದ್ದ ಶಾಸಕರಿಗೆ ಮನವಿ ಸಲ್ಲಿಸಿ ಮಾತನಾಡಿದ ಗ್ರಾಮಸ್ಥರು, ಬಹಳಷ್ಟು ಶಿಥಿಲಗೊಂಡಿರುವ ದೇವಸ್ಥಾನ ಪುರಾತನ ಕಾಲದಿಂದಲೂ ಭಕ್ತರ ಆರಾಧ್ಯ ದೈವವಾಗಿದೆ. ದೇವಸ್ಥಾನವನ್ನು ಜೀರ್ಣೋದ್ಧಾರ ಮಾಡಿ ಭಕ್ತರ ಅನುಕೂಲಕ್ಕೆ ವ್ಯವಸ್ಥೆ ಮಾಡಬೇಕು ಎಂದು ಒತ್ತಾಯಿಸಿದರು. ಈ ಸಂದರ್ಭದಲ್ಲಿ ಗ್ರಾಮದ ಹಿರಿಯರು, ಯುವಕರು ಹಾಗೂ ಭಕ್ತರು ಉಪಸ್ಥಿತರಿದ್ದರು.: [621, 2098, 1265, 2215]
section-divider: [621, 1521, 1537, 1522]
headline: ಪ್ರಕೃತಿ, ನಿಸರ್ಗ ಪ್ರೇಮಿ ಸಿದ್ದೇಶ್ವರ ಶ್ರೀಗಳಿಗೆ ಮಮದಾಪುರ ಅರಣ್ಯ ಪ್ರದೇಶ ಅರ್ಪಣೆ:ಸಚಿವ ಡಾ. ಎಂ.ಬಿ. ಪಾಟೀಲ: [623, 703, 1535, 801]
article-environment: [621, 1529, 1537, 2028]
